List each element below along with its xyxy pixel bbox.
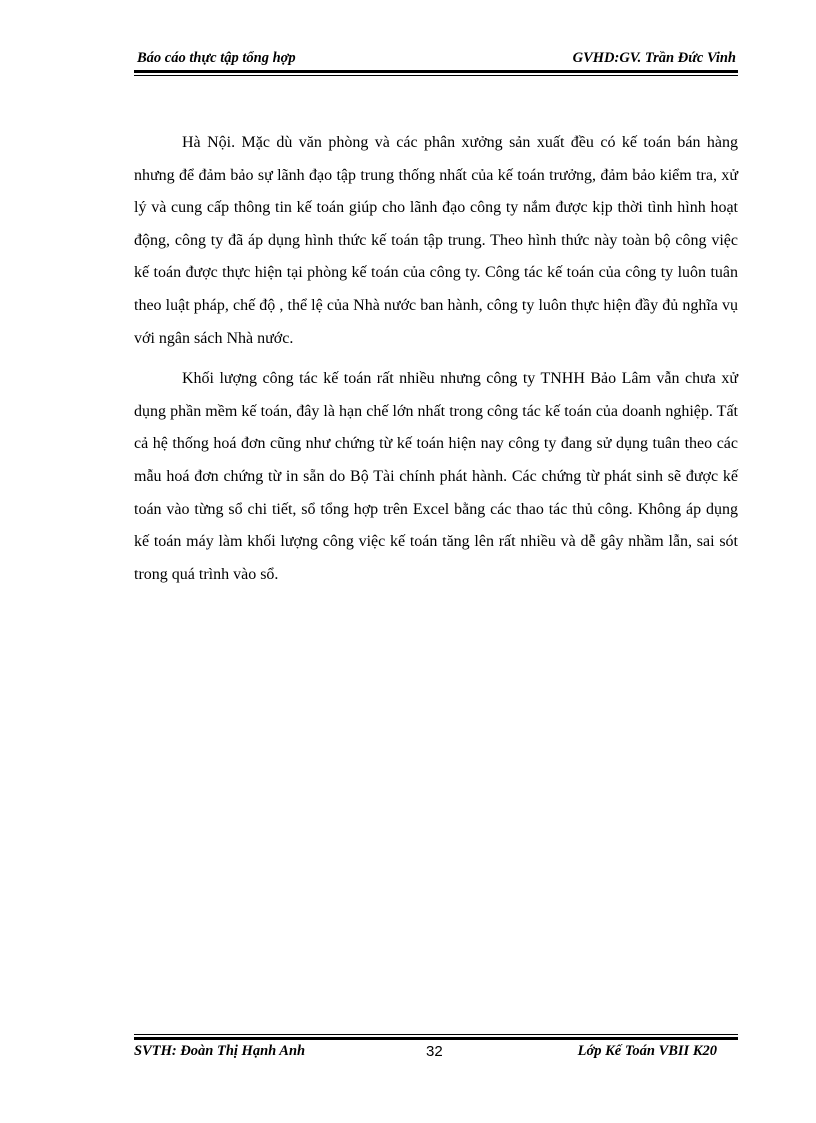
header-rule-thin	[134, 75, 738, 76]
page-header	[134, 46, 738, 70]
header-report-title: Báo cáo thực tập tổng hợp	[137, 50, 296, 66]
footer-student-name: SVTH: Đoàn Thị Hạnh Anh	[134, 1043, 306, 1059]
header-supervisor: GVHD:GV. Trần Đức Vinh	[572, 50, 736, 66]
body-text	[134, 127, 738, 599]
footer-class-name: Lớp Kế Toán VBII K20	[577, 1043, 717, 1059]
paragraph-1: Hà Nội. Mặc dù văn phòng và các phân xưởng sản xuất đều có kế toán bán hàng nhưng để đảm bảo sự lãnh đạo tập trung thống nhất của kế toán trưởng, đảm bảo kiểm tra, xử lý và cung cấp thông tin kế toán giúp cho lãnh đạo công ty nắm được kịp thời tình hình hoạt động, công ty đã áp dụng hình thức kế toán tập trung. Theo hình thức này toàn bộ công việc kế toán được thực hiện tại phòng kế toán của công ty. Công tác kế toán của công ty luôn tuân theo luật pháp, chế độ , thể lệ của Nhà nước ban hành, công ty luôn thực hiện đầy đủ nghĩa vụ với ngân sách Nhà nước.	[134, 134, 738, 347]
header-rule-thick	[134, 70, 738, 73]
footer-rule-thick	[134, 1037, 738, 1040]
paragraph-2: Khối lượng công tác kế toán rất nhiều nhưng công ty TNHH Bảo Lâm vẫn chưa xử dụng phần mềm kế toán, đây là hạn chế lớn nhất trong công tác kế toán của doanh nghiệp. Tất cả hệ thống hoá đơn cũng như chứng từ kế toán hiện nay công ty đang sử dụng tuân theo các mẫu hoá đơn chứng từ in sẵn do Bộ Tài chính phát hành. Các chứng từ phát sinh sẽ được kế toán vào từng sổ chi tiết, sổ tổng hợp trên Excel bằng các thao tác thủ công. Không áp dụng kế toán máy làm khối lượng công việc kế toán tăng lên rất nhiều và dễ gây nhầm lẫn, sai sót trong quá trình vào sổ.	[134, 370, 738, 583]
page-number: 32	[426, 1043, 443, 1060]
footer-rule-thin	[134, 1034, 738, 1035]
